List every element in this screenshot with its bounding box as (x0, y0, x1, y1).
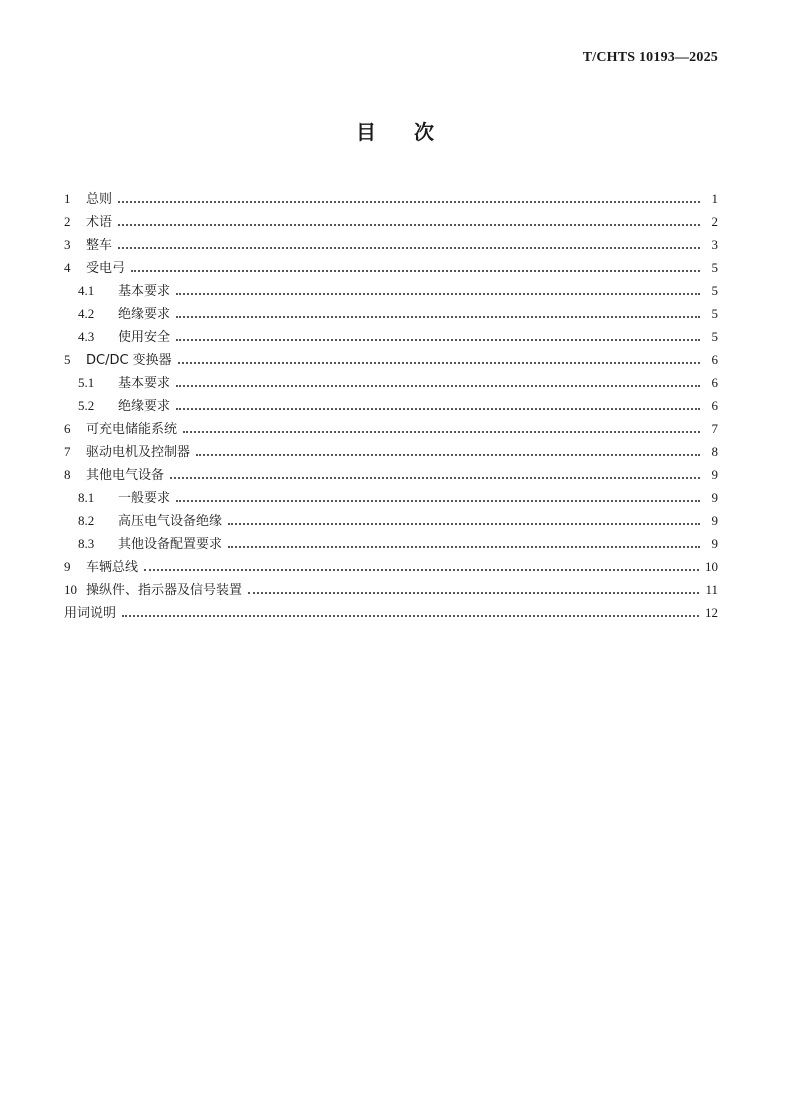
toc-entry-page-number: 5 (711, 329, 718, 344)
toc-entry-title: 使用安全 (118, 330, 171, 345)
document-code: T/CHTS 10193—2025 (582, 50, 718, 65)
toc-dot-leader (176, 500, 700, 502)
toc-entry[interactable] (64, 325, 718, 348)
toc-dot-leader (176, 408, 700, 410)
toc-entry[interactable] (64, 302, 718, 325)
toc-entry-number: 5 (64, 352, 71, 367)
toc-dot-leader (118, 224, 700, 226)
toc-entry-title: 基本要求 (118, 376, 171, 391)
toc-dot-leader (176, 293, 700, 295)
toc-entry-title: 绝缘要求 (118, 399, 171, 414)
toc-entry-page-number: 9 (711, 490, 718, 505)
toc-dot-leader (248, 592, 699, 594)
toc-entry-number: 10 (64, 582, 77, 597)
toc-entry[interactable] (64, 486, 718, 509)
toc-entry-number: 9 (64, 559, 71, 574)
toc-entry-number: 2 (64, 214, 71, 229)
toc-dot-leader (118, 201, 700, 203)
toc-entry-page-number: 6 (711, 375, 718, 390)
toc-entry-page-number: 7 (711, 421, 718, 436)
page-title-char-2: 次 (414, 120, 434, 144)
toc-entry-page-number: 1 (711, 191, 718, 206)
toc-entry-number: 8 (64, 467, 71, 482)
toc-entry-title: 其他设备配置要求 (118, 537, 223, 552)
toc-entry-page-number: 3 (711, 237, 718, 252)
toc-entry-page-number: 11 (705, 582, 718, 597)
toc-entry-number: 4.2 (78, 306, 95, 321)
toc-entry[interactable] (64, 440, 718, 463)
toc-entry-title: 驱动电机及控制器 (86, 445, 191, 460)
toc-entry[interactable] (64, 210, 718, 233)
toc-entry-title: 基本要求 (118, 284, 171, 299)
toc-entry-page-number: 8 (711, 444, 718, 459)
toc-entry-title: 术语 (86, 215, 113, 230)
toc-entry-number: 6 (64, 421, 71, 436)
toc-entry[interactable] (64, 256, 718, 279)
toc-entry-page-number: 12 (705, 605, 718, 620)
table-of-contents (64, 187, 718, 624)
toc-dot-leader (176, 385, 700, 387)
toc-dot-leader (178, 362, 700, 364)
toc-entry-number: 5.1 (78, 375, 95, 390)
toc-entry-page-number: 5 (711, 306, 718, 321)
toc-entry-page-number: 9 (711, 536, 718, 551)
toc-entry[interactable] (64, 509, 718, 532)
toc-entry-number: 8.2 (78, 513, 95, 528)
toc-entry-title: 一般要求 (118, 491, 171, 506)
toc-entry[interactable] (64, 394, 718, 417)
toc-entry-number: 1 (64, 191, 71, 206)
page-title-char-1: 目 (356, 120, 376, 144)
toc-entry-number: 7 (64, 444, 71, 459)
toc-dot-leader (122, 615, 699, 617)
toc-entry[interactable] (64, 233, 718, 256)
toc-entry[interactable] (64, 555, 718, 578)
toc-entry-page-number: 5 (711, 260, 718, 275)
toc-entry-title: 可充电储能系统 (86, 422, 178, 437)
toc-entry-title: 车辆总线 (86, 560, 139, 575)
toc-entry-page-number: 9 (711, 513, 718, 528)
toc-entry-title: 操纵件、指示器及信号装置 (86, 583, 243, 598)
toc-entry[interactable] (64, 463, 718, 486)
toc-dot-leader (176, 316, 700, 318)
toc-dot-leader (118, 247, 700, 249)
toc-entry[interactable] (64, 279, 718, 302)
toc-entry[interactable] (64, 417, 718, 440)
toc-dot-leader (228, 523, 700, 525)
toc-entry-number: 8.1 (78, 490, 95, 505)
toc-entry[interactable] (64, 371, 718, 394)
toc-entry-page-number: 9 (711, 467, 718, 482)
toc-entry-page-number: 6 (711, 352, 718, 367)
toc-entry-number: 3 (64, 237, 71, 252)
toc-entry-number: 4.3 (78, 329, 95, 344)
toc-entry-number: 8.3 (78, 536, 95, 551)
toc-dot-leader (196, 454, 700, 456)
toc-entry-page-number: 2 (711, 214, 718, 229)
toc-entry-title: DC/DC 变换器 (86, 353, 172, 368)
toc-dot-leader (131, 270, 700, 272)
toc-entry-title: 受电弓 (86, 261, 126, 276)
toc-entry-title: 其他电气设备 (86, 468, 165, 483)
toc-dot-leader (183, 431, 700, 433)
toc-entry-title: 总则 (86, 192, 113, 207)
toc-dot-leader (176, 339, 700, 341)
toc-entry[interactable] (64, 532, 718, 555)
toc-dot-leader (228, 546, 700, 548)
toc-entry[interactable] (64, 601, 718, 624)
toc-entry-title: 整车 (86, 238, 113, 253)
toc-entry-number: 4 (64, 260, 71, 275)
toc-entry-page-number: 5 (711, 283, 718, 298)
toc-entry-number: 4.1 (78, 283, 95, 298)
toc-entry[interactable] (64, 187, 718, 210)
toc-dot-leader (170, 477, 700, 479)
toc-entry-title: 用词说明 (64, 606, 117, 621)
page-title (0, 118, 790, 146)
toc-entry-number: 5.2 (78, 398, 95, 413)
toc-entry[interactable] (64, 348, 718, 371)
toc-entry-page-number: 10 (705, 559, 718, 574)
toc-dot-leader (144, 569, 699, 571)
toc-entry-title: 高压电气设备绝缘 (118, 514, 223, 529)
toc-entry[interactable] (64, 578, 718, 601)
toc-entry-page-number: 6 (711, 398, 718, 413)
toc-entry-title: 绝缘要求 (118, 307, 171, 322)
